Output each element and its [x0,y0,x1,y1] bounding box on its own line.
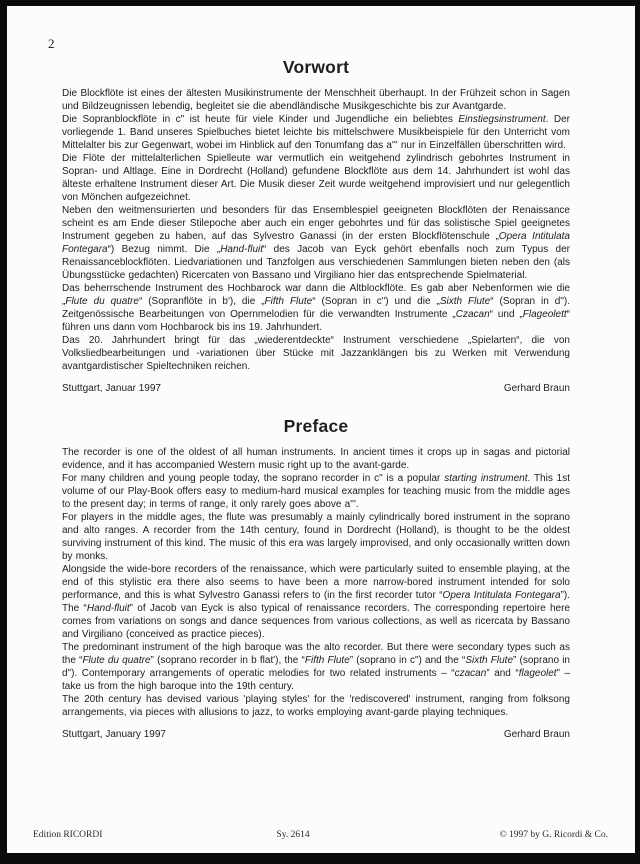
paragraph: Alongside the wide-bore recorders of the renaissance, which were particularly suited to ensemble playing, at the end of this stylistic era there also seems to have been a more narrow-bored instrument intended for solo performance, and this is what Sylvestro Ganassi refers to (in the first recorder tutor “Opera Intitulata Fontegara”). The “Hand-fluit” of Jacob van Eyck is also typical of renaissance recorders. The corresponding repertoire here comes from variations on songs and dance sequences from various collections, as well as ricercata by Bassano and Virgiliano (conceived as practice pieces). [62,564,570,640]
preface-signature-row [62,728,570,741]
preface-author: Gerhard Braun [503,729,570,740]
vorwort-place-date: Stuttgart, Januar 1997 [62,383,161,394]
footer-plate-number: Sy. 2614 [276,830,310,840]
vorwort-author: Gerhard Braun [503,383,570,394]
vorwort-signature-row [62,382,570,395]
paragraph: Das beherrschende Instrument des Hochbarock war dann die Altblockflöte. Es gab aber Nebenformen wie die „Flute du quatre“ (Sopranflöte in b'), die „Fifth Flute“ (Sopran in c") und die „Sixth Flute“ (Sopran in d"). Zeitgenössische Bearbeitungen von Opernmelodien für die verwandten Instrumente „Czacan“ und „Flageolett“ führen uns dann vom Hochbarock bis ins 19. Jahrhundert. [62,283,570,333]
paragraph: Die Sopranblockflöte in c" ist heute für viele Kinder und Jugendliche ein beliebtes Einstiegsinstrument. Der vorliegende 1. Band unseres Spielbuches bietet leichte bis mittelschwere Musikbeispiele für den Unterricht vom Mittelalter bis zur Gegenwart, wobei im Hinblick auf den Tonumfang das a''' nur in Einzelfällen überschritten wird. [62,114,570,151]
preface-place-date: Stuttgart, January 1997 [62,729,166,740]
book-page [7,6,635,853]
vorwort-paragraphs [62,87,570,373]
preface-paragraphs [62,446,570,719]
paragraph: For players in the middle ages, the flute was presumably a mainly cylindrically bored instrument in the soprano and alto ranges. A recorder from the 14th century, found in Dordrecht (Holland), is thought to be the oldest surviving instrument of this kind. The music of this era was largely improvised, and only occasionally written down by monks. [62,512,570,562]
paragraph: The recorder is one of the oldest of all human instruments. In ancient times it crops up in sagas and pictorial evidence, and it has accompanied Western music right up to the avant-garde. [62,447,570,471]
paragraph: Die Blockflöte ist eines der ältesten Musikinstrumente der Menschheit überhaupt. In der Frühzeit schon in Sagen und Bildzeugnissen lebendig, begleitet sie die abendländische Musikgeschichte bis zur Avantgarde. [62,88,570,112]
paragraph: For many children and young people today, the soprano recorder in c" is a popular starting instrument. This 1st volume of our Play-Book offers easy to medium-hard musical examples for teaching music from the middle ages to the present day; in terms of range, it only rarely goes above a'''. [62,473,571,510]
paragraph: The predominant instrument of the high baroque was the alto recorder. But there were secondary types such as the “Flute du quatre” (soprano recorder in b flat'), the “Fifth Flute” (soprano in c") and the “Sixth Flute” (soprano in d"). Contemporary arrangements of operatic melodies for two related instruments – “czacan” and “flageolet” – take us from the high baroque into the 19th century. [62,642,571,692]
vorwort-title: Vorwort [282,57,350,77]
preface-title: Preface [283,416,349,436]
page-number: 2 [48,36,55,51]
paragraph: Das 20. Jahrhundert bringt für das „wiederentdeckte“ Instrument verschiedene „Spielarten“, die von Volksliedbearbeitungen und -variationen über Stücke mit Jazzanklängen bis zu Werken mit Verwendung avantgardistischer Spieltechniken reichen. [62,335,570,372]
page-footer [33,830,608,840]
paragraph: The 20th century has devised various 'playing styles' for the 'rediscovered' instrument, ranging from folksong arrangements, via pieces with allusions to jazz, to works employing avant-garde playing techniques. [62,694,570,718]
paragraph: Neben den weitmensurierten und besonders für das Ensemblespiel geeigneten Blockflöten der Renaissance scheint es am Ende dieser Stilepoche aber auch ein enger gebohrtes und für das solistische Spiel geeignetes Instrument gegeben zu haben, auf das Sylvestro Ganassi (in der ersten Blockflötenschule „Opera Intitulata Fontegara“) Bezug nimmt. Die „Hand-fluit“ des Jacob van Eyck gehört ebenfalls noch zum Typus der Renaissanceblockflöten. Liedvariationen und Tanzfolgen aus verschiedenen Sammlungen bieten neben den (als Übungsstücke gedachten) Ricercaten von Bassano und Virgiliano hier das entsprechende Spielmaterial. [62,205,570,281]
footer-copyright: © 1997 by G. Ricordi & Co. [499,830,608,840]
page-content [7,6,635,741]
footer-publisher: Edition RICORDI [33,830,103,840]
paragraph: Die Flöte der mittelalterlichen Spielleute war vermutlich ein weitgehend zylindrisch gebohrtes Instrument in Sopran- und Altlage. Eine in Dordrecht (Holland) gefundene Blockflöte aus dem 14. Jahrhundert ist wohl das älteste erhaltene Instrument dieser Art. Die Musik dieser Zeit wurde weitgehend improvisiert und nur gelegentlich von Mönchen aufgezeichnet. [62,153,570,203]
